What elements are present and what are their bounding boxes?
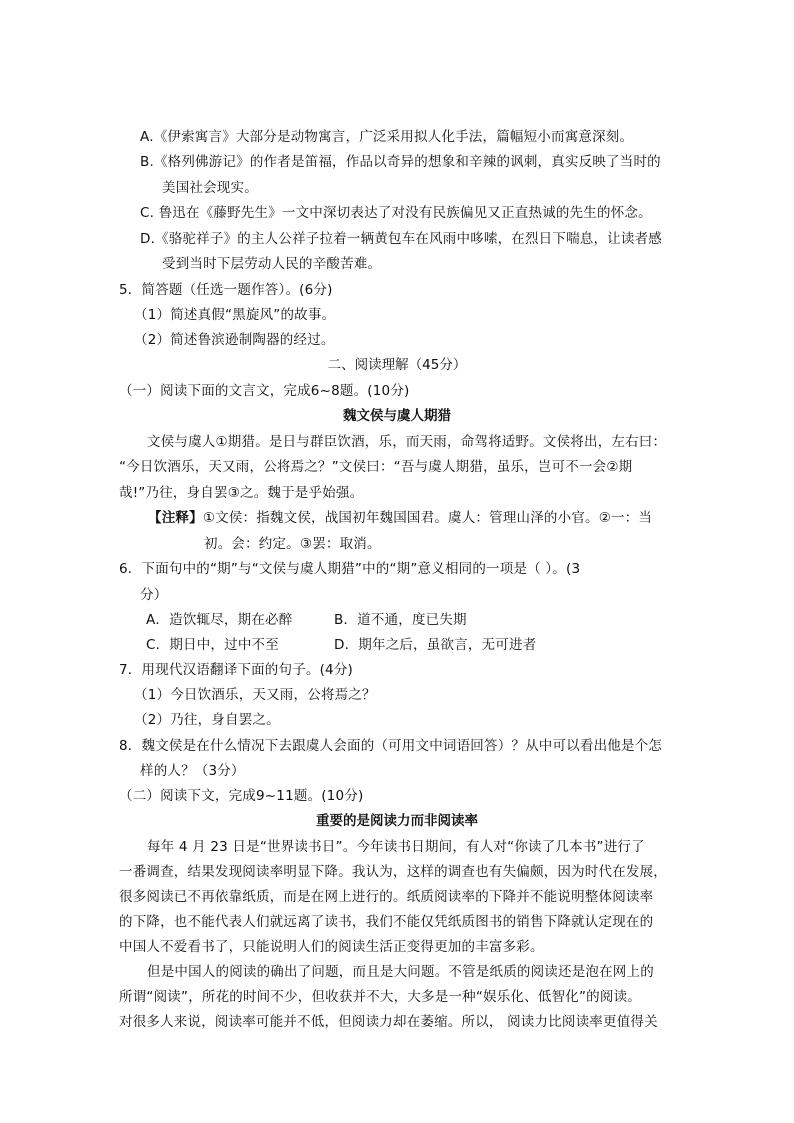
q6-option-a: A．造饮辄尽，期在必醉 (146, 612, 293, 628)
classical-text-line: “今日饮酒乐，天又雨，公将焉之？”文侯曰：“吾与虞人期猎，虽乐，岂可不一会②期 (119, 459, 633, 475)
classical-text-line: 哉!”乃往，身自罢③之。魏于是乎始强。 (119, 485, 364, 501)
q7-stem: 7．用现代汉语翻译下面的句子。(4分) (119, 662, 354, 678)
q6-stem: 6．下面句中的“期”与“文侯与虞人期猎”中的“期”意义相同的一项是（ ）。(3 (119, 561, 581, 577)
q7-sentence-1: （1）今日饮酒乐，天又雨，公将焉之？ (134, 687, 376, 703)
q4-option-b: B.《格列佛游记》的作者是笛福，作品以奇异的想象和辛辣的讽刺，真实反映了当时的 (140, 154, 661, 170)
q6-option-d: D．期年之后，虽欲言，无可进者 (334, 637, 537, 653)
article-line: 一番调查，结果发现阅读率明显下降。我认为，这样的调查也有失偏颇，因为时代在发展， (119, 864, 667, 880)
article-line: 每年 4 月 23 日是“世界读书日”。今年读书日期间，有人对“你读了几本书”进行了 (147, 839, 645, 855)
q5-option-1: （1）简述真假“黑旋风”的故事。 (134, 307, 336, 323)
q6-option-b: B．道不通，度已失期 (334, 612, 467, 628)
section-heading: 二、阅读理解（45分） (327, 357, 467, 373)
annotation-cont: 初。会：约定。③罢：取消。 (204, 536, 381, 552)
annotation-label: 【注释】 (148, 510, 203, 526)
q4-option-b-cont: 美国社会现实。 (162, 180, 258, 196)
q8-stem-cont: 样的人？（3分） (140, 763, 245, 779)
article-line: 对很多人来说，阅读率可能并不低，但阅读力却在萎缩。所以， 阅读力比阅读率更值得关 (119, 1014, 658, 1030)
q5-stem: 5．简答题（任选一题作答）。(6分) (119, 282, 333, 298)
annotation (148, 509, 652, 527)
part1-intro: （一）阅读下面的文言文，完成6~8题。(10分) (119, 383, 410, 399)
article-line: 很多阅读已不再依靠纸质，而是在网上进行的。纸质阅读率的下降并不能说明整体阅读率 (119, 889, 654, 905)
article-line: 但是中国人的阅读的确出了问题，而且是大问题。不管是纸质的阅读还是泡在网上的 (147, 964, 654, 980)
article-line: 的下降，也不能代表人们就远离了读书，我们不能仅凭纸质图书的销售下降就认定现在的 (119, 914, 654, 930)
q5-option-2: （2）简述鲁滨逊制陶器的经过。 (134, 332, 335, 348)
annotation-text: ①文侯：指魏文侯，战国初年魏国国君。虞人：管理山泽的小官。②一：当 (202, 510, 653, 526)
q4-option-d-cont: 受到当时下层劳动人民的辛酸苦难。 (162, 256, 382, 272)
q4-option-d: D.《骆驼祥子》的主人公祥子拉着一辆黄包车在风雨中哆嗦，在烈日下喘息，让读者感 (140, 231, 662, 247)
q7-sentence-2: （2）乃往，身自罢之。 (134, 712, 280, 728)
q6-stem-cont: 分） (140, 587, 168, 603)
q8-stem: 8．魏文侯是在什么情况下去跟虞人会面的（可用文中词语回答）？从中可以看出他是个怎 (119, 738, 663, 754)
part1-title: 魏文侯与虞人期猎 (343, 408, 451, 424)
part2-title: 重要的是阅读力而非阅读率 (316, 813, 478, 829)
classical-text-line: 文侯与虞人①期猎。是日与群臣饮酒，乐，而天雨，命驾将适野。文侯将出，左右曰： (147, 434, 667, 450)
q6-option-c: C．期日中，过中不至 (146, 637, 279, 653)
article-line: 所谓“阅读”，所花的时间不少，但收获并不大，大多是一种“娱乐化、低智化”的阅读。 (119, 989, 641, 1005)
part2-intro: （二）阅读下文，完成9~11题。(10分) (119, 788, 364, 804)
article-line: 中国人不爱看书了，只能说明人们的阅读生活正变得更加的丰富多彩。 (119, 939, 544, 955)
q4-option-a: A.《伊索寓言》大部分是动物寓言，广泛采用拟人化手法，篇幅短小而寓意深刻。 (140, 129, 634, 145)
q4-option-c: C. 鲁迅在《藤野先生》一文中深切表达了对没有民族偏见又正直热诚的先生的怀念。 (140, 205, 652, 221)
